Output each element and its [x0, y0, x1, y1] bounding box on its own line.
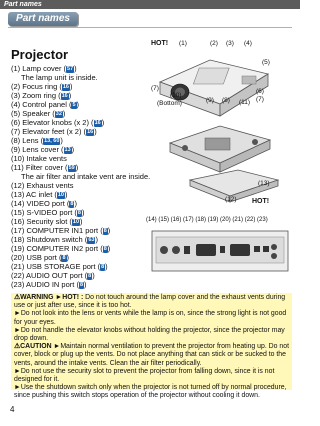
warning-elevator: ►Do not handle the elevator knobs without holding the projector, since the projector may drop down.	[14, 326, 285, 343]
part-text: Speaker	[22, 109, 51, 118]
part-text: USB port	[26, 253, 57, 262]
caution-shutdown: ►Use the shutdown switch only when the projector is not turned off by normal procedure, since pushing this switch stops operation of the projector without cooling it down.	[14, 384, 287, 400]
part-text: Control panel	[22, 100, 67, 109]
part-label: (12)	[11, 181, 25, 190]
part-item: (7) Elevator feet (x 2) (16)	[11, 127, 97, 136]
part-item: (21) USB STORAGE port (8)	[11, 262, 108, 271]
callout-6: (6)	[256, 88, 264, 95]
page-ref-link[interactable]: 13	[64, 146, 71, 153]
part-text: Elevator feet (x 2)	[22, 127, 82, 136]
part-item: (15) S-VIDEO port (8)	[11, 208, 85, 217]
page-number: 4	[10, 405, 15, 414]
page-ref-link[interactable]: 59	[68, 164, 75, 171]
callout-7a: (7)	[151, 85, 159, 92]
part-item	[11, 154, 161, 163]
callout-2: (2)	[210, 40, 218, 47]
callout-5: (5)	[262, 59, 270, 66]
projector-rear-illustration	[150, 225, 290, 285]
part-item: (13) AC inlet (10)	[11, 190, 68, 199]
page-ref-link[interactable]: 16	[94, 119, 101, 126]
page-ref-link[interactable]: 8	[62, 254, 66, 261]
part-label: (9)	[11, 145, 21, 154]
page-ref-link[interactable]: 8	[70, 200, 74, 207]
page-ref-link[interactable]: 63	[88, 236, 95, 243]
part-text: USB STORAGE port	[26, 262, 96, 271]
callout-rear-ports: (14) (15) (16) (17) (18) (19) (20) (21) (22) (23)	[146, 217, 268, 223]
page-ref-link[interactable]: 16	[61, 92, 68, 99]
page-title: Projector	[11, 47, 69, 62]
callout-11: (11)	[239, 99, 251, 106]
part-text: AC inlet	[26, 190, 53, 199]
caution-label: ⚠CAUTION	[14, 343, 52, 351]
page-ref-link[interactable]: 57	[67, 65, 74, 72]
part-text: VIDEO port	[26, 199, 65, 208]
part-label: (15)	[11, 208, 25, 217]
part-item	[11, 181, 161, 190]
part-item: (23) AUDIO IN port (8)	[11, 280, 87, 289]
callout-4: (4)	[244, 40, 252, 47]
page-ref-link[interactable]: 8	[88, 272, 92, 279]
part-item: (6) Elevator knobs (x 2) (16)	[11, 118, 105, 127]
part-label: (8)	[11, 136, 21, 145]
warning-label: ⚠WARNING ►HOT! :	[14, 294, 84, 301]
part-label: (14)	[11, 199, 25, 208]
page-ref-link[interactable]: 8	[101, 263, 105, 270]
part-text: AUDIO OUT port	[26, 271, 83, 280]
part-item: (1) Lamp cover (57)	[11, 64, 77, 73]
hot-label-top: HOT!	[151, 40, 169, 47]
part-label: (3)	[11, 91, 21, 100]
page-ref-link[interactable]: 5	[72, 101, 76, 108]
part-item: (8) Lens (13, 60)	[11, 136, 63, 145]
part-label: (1)	[11, 64, 21, 73]
part-item: (2) Focus ring (16)	[11, 82, 73, 91]
divider	[8, 27, 292, 28]
part-item: (18) Shutdown switch (63)	[11, 235, 98, 244]
page-ref-link[interactable]: 10	[57, 191, 64, 198]
projector-top-illustration	[150, 52, 275, 122]
callout-7b: (7)	[256, 96, 264, 103]
header-bar	[0, 0, 300, 9]
part-text: Shutdown switch	[26, 235, 83, 244]
part-text: Intake vents	[26, 154, 67, 163]
part-label: (2)	[11, 82, 21, 91]
part-text: COMPUTER IN1 port	[26, 226, 99, 235]
part-text: Zoom ring	[22, 91, 57, 100]
part-item: (20) USB port (8)	[11, 253, 70, 262]
part-label: (11)	[11, 163, 24, 172]
part-item: (22) AUDIO OUT port (8)	[11, 271, 95, 280]
part-label: (10)	[11, 154, 25, 163]
section-tab: Part names	[8, 12, 78, 26]
part-label: (22)	[11, 271, 25, 280]
part-item: (11) Filter cover (59)	[11, 163, 79, 172]
caution-security-slot: ►Do not use the security slot to prevent the projector from falling down, since it is not designed for it.	[14, 367, 275, 384]
part-text: Elevator knobs (x 2)	[22, 118, 89, 127]
part-label: (6)	[11, 118, 21, 127]
callout-9: (9)	[206, 97, 214, 104]
part-note: The air filter and intake vent are inside.	[21, 172, 151, 181]
page-ref-link[interactable]: 16	[87, 128, 94, 135]
part-note: The lamp unit is inside.	[21, 73, 98, 82]
part-label: (17)	[11, 226, 25, 235]
part-label: (18)	[11, 235, 25, 244]
part-text: Exhaust vents	[26, 181, 74, 190]
parts-list	[11, 64, 161, 289]
page-ref-link[interactable]: 16	[62, 83, 69, 90]
part-item: (9) Lens cover (13)	[11, 145, 75, 154]
page-ref-link[interactable]: 8	[103, 227, 107, 234]
part-item: (16) Security slot (10)	[11, 217, 83, 226]
callout-10: (10)	[170, 92, 182, 99]
part-label: (13)	[11, 190, 25, 199]
hot-label-bottom: HOT!	[252, 198, 270, 205]
warning-lens: ►Do not look into the lens or vents while the lamp is on, since the strong light is not good for your eyes.	[14, 310, 287, 326]
callout-8: (8)	[222, 97, 230, 104]
part-text: Lens cover	[22, 145, 59, 154]
caution-ventilation: ►Maintain normal ventilation to prevent the projector from heating up. Do not cover, block or plug up the vents. Do not place anything that can stick or be sucked to the vents, around the intake vents. Clean the air filter periodically.	[14, 343, 289, 367]
part-item: (17) COMPUTER IN1 port (8)	[11, 226, 111, 235]
part-text: Lamp cover	[22, 64, 62, 73]
part-item: (4) Control panel (5)	[11, 100, 80, 109]
part-text: Focus ring	[22, 82, 58, 91]
part-item: (14) VIDEO port (8)	[11, 199, 77, 208]
page-ref-link[interactable]: 8	[103, 245, 107, 252]
warnings-box	[11, 293, 292, 400]
part-text: Lens	[22, 136, 39, 145]
header-section-label: Part names	[4, 1, 42, 8]
part-text: AUDIO IN port	[26, 280, 75, 289]
part-label: (19)	[11, 244, 25, 253]
part-item: (5) Speaker (32)	[11, 109, 66, 118]
part-text: S-VIDEO port	[26, 208, 73, 217]
part-label: (5)	[11, 109, 21, 118]
callout-3: (3)	[226, 40, 234, 47]
part-label: (4)	[11, 100, 21, 109]
page-ref-link[interactable]: 8	[77, 209, 81, 216]
callout-bottom: (Bottom)	[157, 100, 182, 107]
callout-1: (1)	[179, 40, 187, 47]
part-item: (19) COMPUTER IN2 port (8)	[11, 244, 111, 253]
part-text: COMPUTER IN2 port	[26, 244, 99, 253]
part-label: (16)	[11, 217, 25, 226]
part-text: Security slot	[26, 217, 68, 226]
part-text: Filter cover	[25, 163, 63, 172]
warning-hot-text: Do not touch around the lamp cover and the exhaust vents during use or just after use, since it is too hot.	[14, 294, 286, 310]
page-ref-link[interactable]: 10	[72, 218, 80, 225]
page-ref-link[interactable]: 32	[55, 110, 62, 117]
part-item: (3) Zoom ring (16)	[11, 91, 72, 100]
part-label: (21)	[11, 262, 25, 271]
callout-12: (12)	[225, 196, 237, 203]
page-ref-link[interactable]: 8	[79, 281, 84, 288]
page-ref-link[interactable]: 13, 60	[44, 137, 60, 144]
part-label: (23)	[11, 280, 25, 289]
part-label: (20)	[11, 253, 25, 262]
callout-13: (13)	[258, 180, 270, 187]
part-label: (7)	[11, 127, 21, 136]
